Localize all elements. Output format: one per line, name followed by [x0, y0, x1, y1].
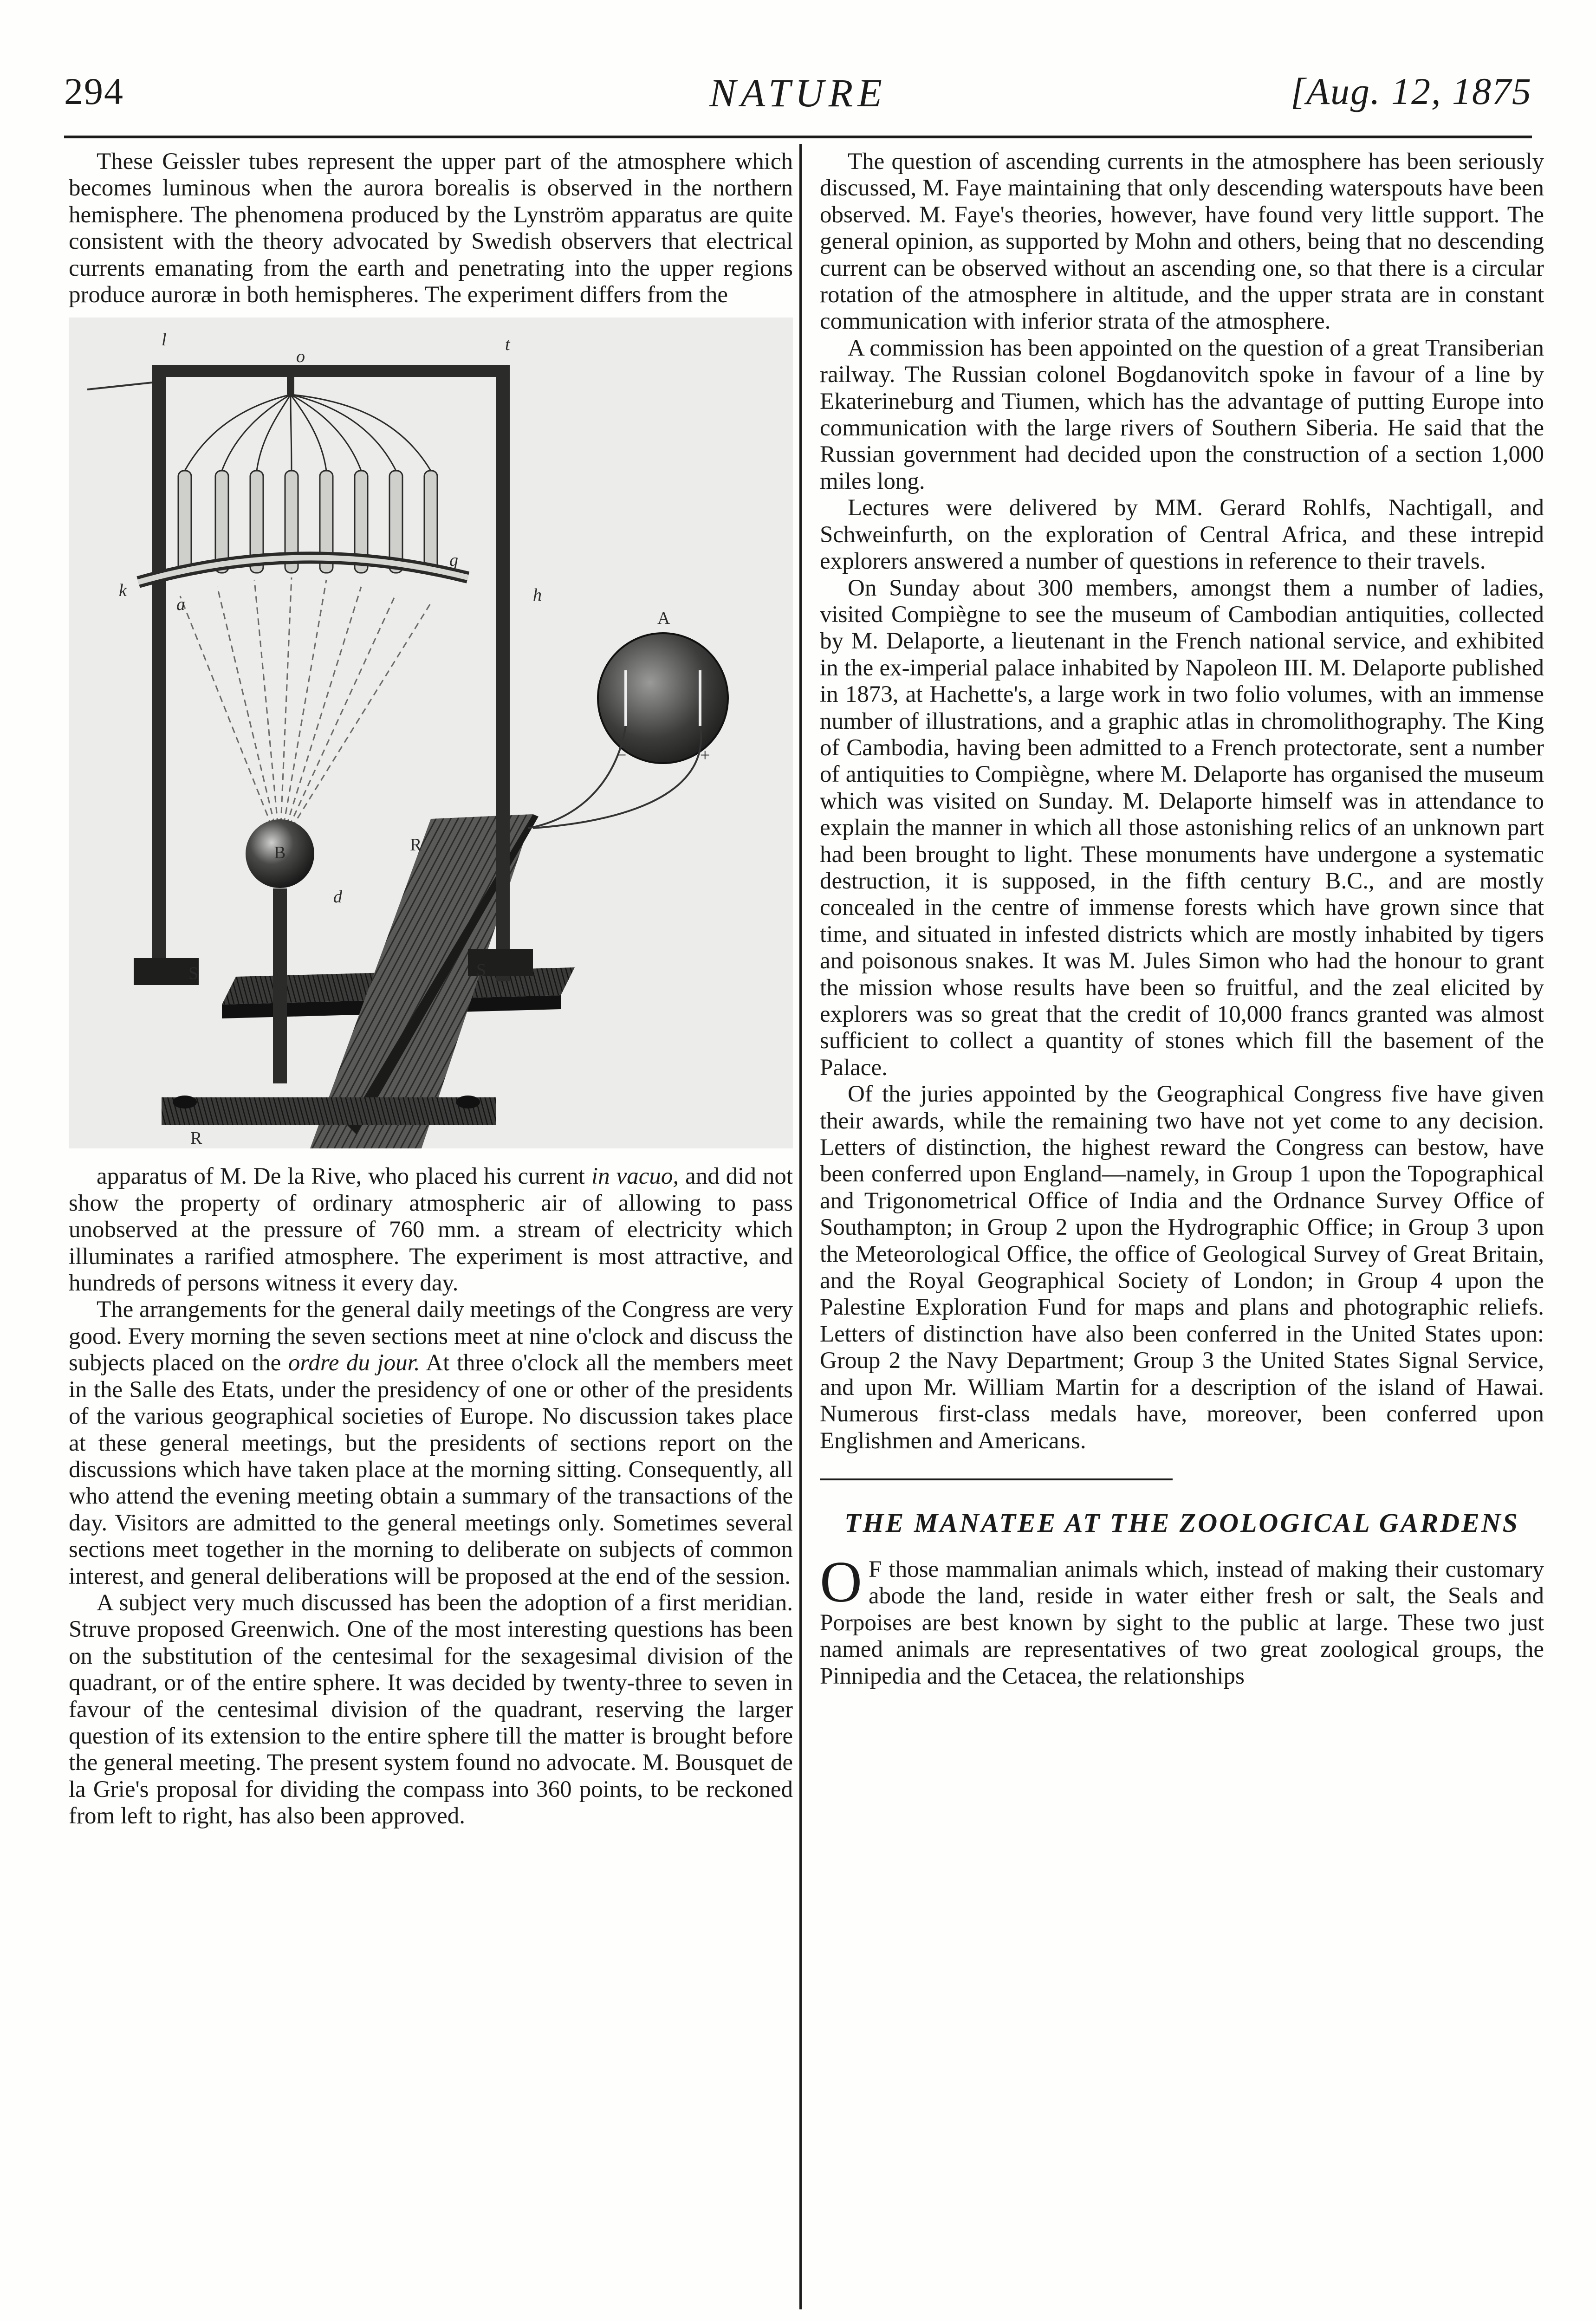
drop-cap: O	[820, 1549, 862, 1614]
label-g: g	[449, 551, 458, 571]
right-paragraph-6: O F those mammalian animals which, instead of making their customary abode the land, reside in water either fresh or salt, the Seals and Porpoises are best known by sight to the public at large. These two just named animals are representatives of two great zoological groups, the Pinnipedia and the Cetacea, the relationships	[820, 1549, 1544, 1689]
label-S-right: S	[476, 960, 487, 980]
left-upright	[152, 369, 166, 981]
left-column	[69, 149, 793, 1830]
label-R-plate: R	[410, 835, 422, 855]
label-h: h	[533, 585, 542, 605]
label-R-base: R	[190, 1128, 202, 1148]
base-screw-right	[456, 1096, 480, 1109]
issue-date: [Aug. 12, 1875	[1291, 70, 1532, 112]
right-paragraph-1: The question of ascending currents in the atmosphere has been seriously discussed, M. Faye maintaining that only descending waterspouts have been observed. M. Faye's theories, however, have found very little support. The general opinion, as supported by Mohn and others, being that no descending current can be observed without an ascending one, so that there is a circular rotation of the atmosphere in altitude, and the upper strata are in constant communication with inferior strata of the atmosphere.	[820, 149, 1544, 335]
page-header	[64, 70, 1532, 125]
left-paragraph-2: apparatus of M. De la Rive, who placed his current in vacuo, and did not show the property of ordinary atmospheric air of allowing to pass unobserved at the pressure of 760 mm. a stream of electricity which illuminates a rarified atmosphere. The experiment is most attractive, and hundreds of persons witness it every day.	[69, 1163, 793, 1297]
right-upright	[496, 369, 510, 981]
label-d: d	[333, 887, 342, 907]
top-hook	[287, 375, 294, 395]
right-paragraph-4: On Sunday about 300 members, amongst them a number of ladies, visited Compiègne to see the museum of Cambodian antiquities, collected by M. Delaporte, a lieutenant in the French national service, and exhibited in the ex-imperial palace inhabited by Napoleon III. M. Delaporte published in 1873, at Hachette's, a large work in two folio volumes, with an immense number of illustrations, and a graphic atlas in chromolithography. The King of Cambodia, having been admitted to a French protectorate, sent a number of antiquities to Compiègne, where M. Delaporte has organised the museum which was visited on Sunday. M. Delaporte himself was in attendance to explain the manner in which all those astonishing relics of an unknown part had been brought to light. These monuments have undergone a systematic destruction, it is supposed, in the fifth century B.C., and are mostly concealed in the centre of immense forests which have grown since that time, and situated in infested districts which are mostly inhabited by tigers and poisonous snakes. It was M. Jules Simon who had the honour to grant the mission whose results have been so fruitful, and the zeal elicited by explorers was so great that the credit of 10,000 francs granted was almost sufficient to collect a quantity of stones which fill the basement of the Palace.	[820, 575, 1544, 1081]
base-front-board	[162, 1097, 496, 1125]
top-crossbar	[152, 365, 510, 377]
journal-title: NATURE	[709, 71, 887, 115]
label-k: k	[119, 581, 127, 601]
right-paragraph-5: Of the juries appointed by the Geographical Congress five have given their awards, while the remaining two have not yet come to any decision. Letters of distinction, the highest reward the Congress can bestow, have been conferred upon England—namely, in Group 1 upon the Topographical and Trigonometrical Office of India and the Ordnance Survey Office of Southampton; in Group 2 upon the Hydrographic Office; in Group 3 upon the Meteorological Office, the office of Geological Survey of Great Britain, and the Royal Geographical Society of London; in Group 4 upon the Palestine Exploration Fund for maps and plans and photographic reliefs. Letters of distinction have also been conferred in the United States upon: Group 2 the Navy Department; Group 3 the United States Signal Service, and upon Mr. William Martin for a description of the island of Hawai. Numerous first-class medals have, moreover, been conferred upon Englishmen and Americans.	[820, 1081, 1544, 1454]
left-paragraph-1: These Geissler tubes represent the upper part of the atmosphere which becomes luminous when the aurora borealis is observed in the northern hemisphere. The phenomena produced by the Lynström apparatus are quite consistent with the theory advocated by Swedish observers that electrical currents emanating from the earth and penetrating into the upper regions produce auroræ in both hemispheres. The experiment differs from the	[69, 149, 793, 308]
left-paragraph-3: The arrangements for the general daily meetings of the Congress are very good. Every morning the seven sections meet at nine o'clock and discuss the subjects placed on the ordre du jour. At three o'clock all the members meet in the Salle des Etats, under the presidency of one or other of the presidents of the various geographical societies of Europe. No discussion takes place at these general meetings, but the presidents of sections report on the discussions which have taken place at the morning sitting. Consequently, all who attend the evening meeting obtain a summary of the transactions of the day. Visitors are admitted to the general meetings only. Sometimes several sections meet together in the morning to deliberate on subjects of common interest, and general deliberations will be proposed at the end of the session.	[69, 1297, 793, 1589]
page-number: 294	[64, 70, 124, 112]
header-rule	[64, 136, 1532, 138]
right-paragraph-3: Lectures were delivered by MM. Gerard Rohlfs, Nachtigall, and Schweinfurth, on the exploration of Central Africa, and these intrepid explorers answered a number of questions in reference to their travels.	[820, 495, 1544, 575]
aurora-apparatus-illustration	[69, 318, 793, 1148]
label-t: t	[505, 335, 510, 355]
label-S-left: S	[188, 964, 199, 984]
aurora-apparatus-figure	[69, 318, 793, 1148]
disc-A	[598, 633, 728, 763]
right-paragraph-2: A commission has been appointed on the question of a great Transiberian railway. The Russian colonel Bogdanovitch spoke in favour of a line by Ekaterineburg and Tiumen, which has the advantage of putting Europe into communication with the large rivers of Southern Siberia. He said that the Russian government had decided upon the construction of a section 1,000 miles long.	[820, 335, 1544, 494]
tube-1	[178, 471, 191, 573]
base-screw-left	[173, 1096, 197, 1109]
label-B: B	[274, 843, 286, 863]
label-plus: +	[700, 746, 710, 765]
tube-8	[424, 471, 437, 573]
label-minus: −	[616, 746, 627, 765]
column-divider	[799, 144, 802, 2309]
right-column	[820, 149, 1544, 1690]
label-o: o	[296, 347, 305, 367]
label-a: a	[176, 595, 185, 615]
left-paragraph-4: A subject very much discussed has been the adoption of a first meridian. Struve proposed Greenwich. One of the most interesting questions has been on the substitution of the centesimal for the sexagesimal division of the quadrant, or of the entire sphere. It was decided by twenty-three to seven in favour of the centesimal division of the quadrant, reserving the larger question of its extension to the entire sphere till the matter is brought before the general meeting. The present system found no advocate. M. Bousquet de la Grie's proposal for dividing the compass into 360 points, to be reckoned from left to right, has also been approved.	[69, 1589, 793, 1829]
sphere-stem	[273, 888, 287, 1083]
section-rule	[820, 1478, 1173, 1480]
label-A: A	[657, 609, 670, 629]
label-l: l	[162, 330, 167, 350]
section-heading: THE MANATEE AT THE ZOOLOGICAL GARDENS	[844, 1507, 1519, 1538]
